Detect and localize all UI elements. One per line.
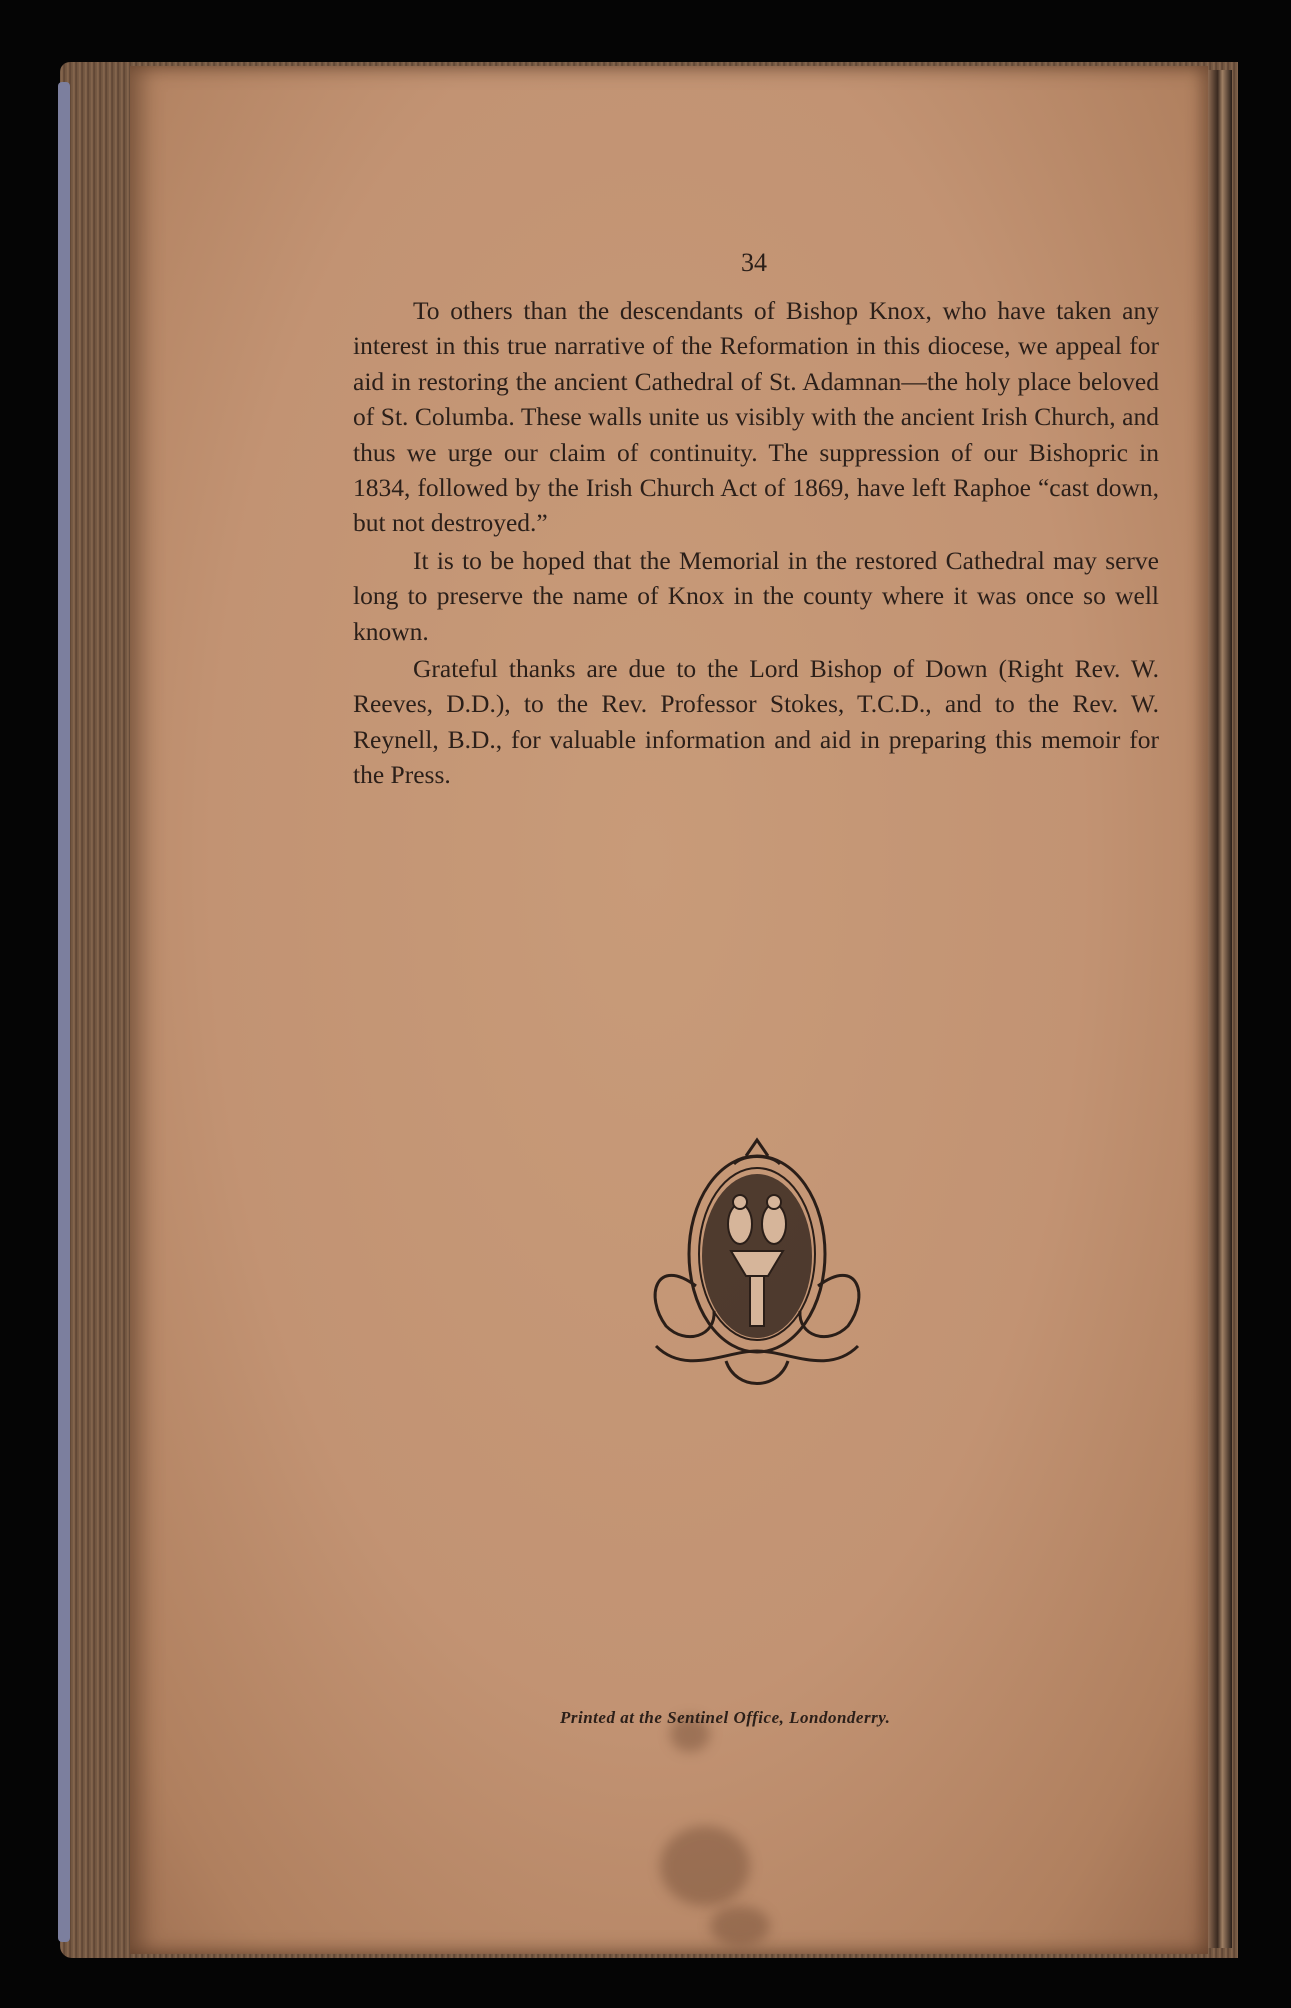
cover-edge [58,82,70,1942]
facing-page-edge [1208,70,1232,1948]
paragraph: Grateful thanks are due to the Lord Bishop of Down (Right Rev. W. Reeves, D.D.), to the Rev. Professor Stokes, T.C.D., and to the Rev. W. Reynell, B.D., for valuable information and aid in preparing this memoir for the Press. [353,654,1159,790]
printer-device-emblem-icon [636,1136,878,1404]
ink-stain [660,1826,750,1906]
imprint: Printed at the Sentinel Office, Londonderry. [560,1708,891,1727]
body-text [353,293,1159,795]
page-number: 34 [741,248,767,277]
ink-stain [710,1906,770,1946]
paragraph: To others than the descendants of Bishop Knox, who have taken any interest in this true narrative of the Reformation in this diocese, we appeal for aid in restoring the ancient Cathedral of St. Adamnan—the holy place beloved of St. Columba. These walls unite us visibly with the ancient Irish Church, and thus we urge our claim of continuity. The suppression of our Bishopric in 1834, followed by the Irish Church Act of 1869, have left Raphoe “cast down, but not destroyed.” [353,296,1159,538]
paragraph: It is to be hoped that the Memorial in the restored Cathedral may serve long to preserve the name of Knox in the county where it was once so well known. [353,545,1159,646]
